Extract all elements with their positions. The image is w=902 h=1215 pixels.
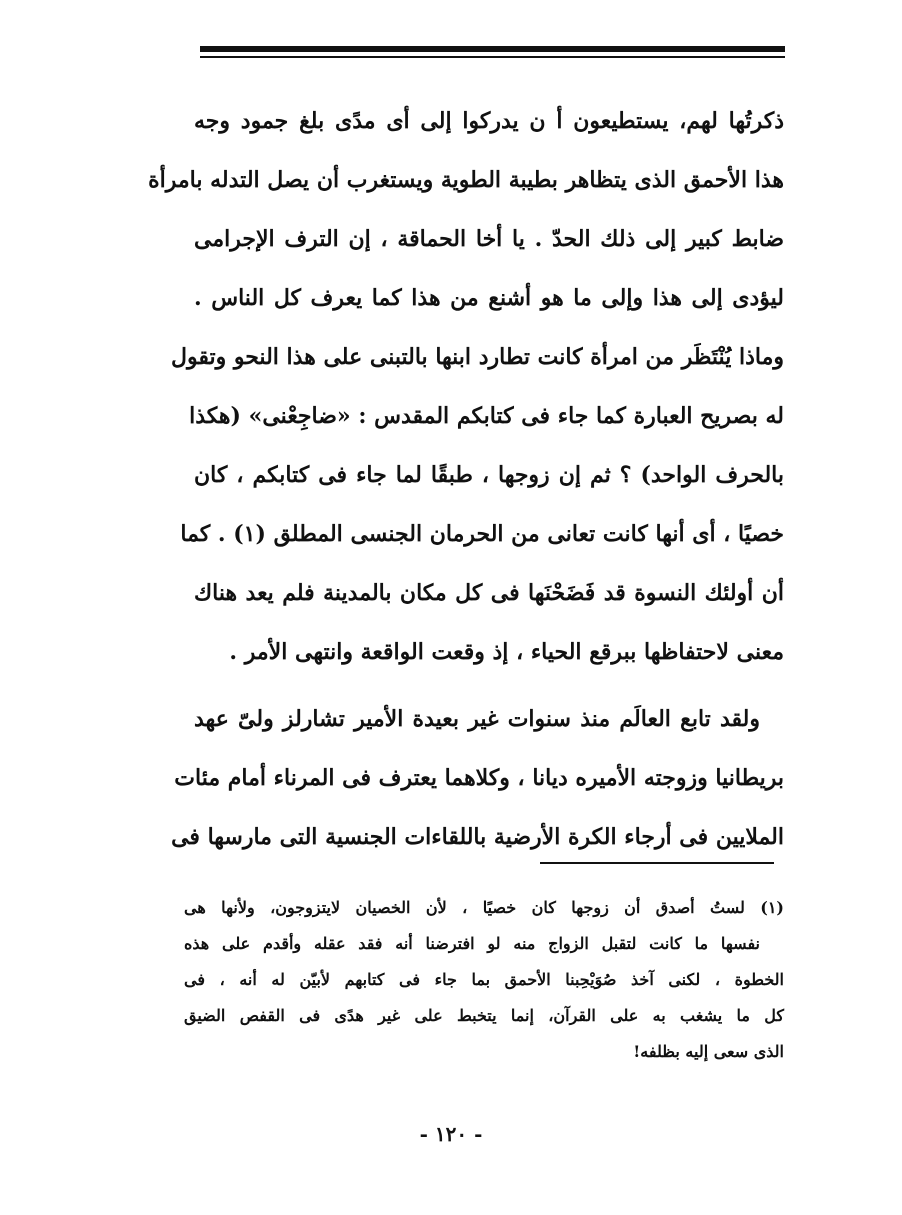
footnote-separator bbox=[540, 862, 774, 864]
body-line: بريطانيا وزوجته الأميره ديانا ، وكلاهما يعترف فى المرناء أمام مئات bbox=[174, 765, 784, 791]
footnote-line: نفسها ما كانت لتقبل الزواج منه لو افترضنا أنه فقد عقله وأقدم على هذه bbox=[184, 934, 760, 953]
body-line: خصيًا ، أى أنها كانت تعانى من الحرمان الجنسى المطلق (١) . كما bbox=[180, 521, 784, 547]
body-line: وماذا يُنْتَظَر من امرأة كانت تطارد ابنها بالتبنى على هذا النحو وتقول bbox=[170, 344, 784, 370]
page-number: - ١٢٠ - bbox=[419, 1122, 483, 1146]
footnote-line: (١) لستُ أصدق أن زوجها كان خصيًا ، لأن الخصيان لايتزوجون، ولأنها هى bbox=[184, 898, 784, 917]
header-rule-thin bbox=[200, 56, 785, 58]
body-line: ليؤدى إلى هذا وإلى ما هو أشنع من هذا كما يعرف كل الناس . bbox=[194, 285, 784, 311]
body-line: ولقد تابع العالَم منذ سنوات غير بعيدة الأمير تشارلز ولىّ عهد bbox=[194, 706, 760, 732]
body-text bbox=[148, 92, 784, 867]
footnote-line: الخطوة ، لكنى آخذ صُوَيْحِبنا الأحمق بما جاء فى كتابهم لأبيّن له أنه ، فى bbox=[184, 970, 784, 989]
body-line: هذا الأحمق الذى يتظاهر بطيبة الطوية ويستغرب أن يصل التدله بامرأة bbox=[148, 167, 784, 193]
footnote-line: كل ما يشغب به على القرآن، إنما يتخبط على غير هدًى فى القفص الضيق bbox=[184, 1006, 784, 1025]
body-line: ذكرتُها لهم، يستطيعون أ ن يدركوا إلى أى مدًى بلغ جمود وجه bbox=[194, 108, 784, 134]
body-line: ضابط كبير إلى ذلك الحدّ . يا أخا الحماقة ، إن الترف الإجرامى bbox=[194, 226, 784, 252]
body-line: أن أولئك النسوة قد فَضَحْنَها فى كل مكان بالمدينة فلم يعد هناك bbox=[194, 580, 784, 606]
footnotes bbox=[184, 890, 784, 1070]
footnote-line: الذى سعى إليه بظلفه! bbox=[633, 1042, 784, 1061]
header-rule-thick bbox=[200, 46, 785, 52]
paragraph-gap bbox=[194, 682, 784, 690]
body-line: معنى لاحتفاظها ببرقع الحياء ، إذ وقعت الواقعة وانتهى الأمر . bbox=[229, 639, 784, 665]
body-line: الملايين فى أرجاء الكرة الأرضية باللقاءات الجنسية التى مارسها فى bbox=[171, 824, 784, 850]
body-line: له بصريح العبارة كما جاء فى كتابكم المقدس : «ضاجِعْنى» (هكذا bbox=[189, 403, 784, 429]
body-line: بالحرف الواحد) ؟ ثم إن زوجها ، طبقًا لما جاء فى كتابكم ، كان bbox=[194, 462, 784, 488]
